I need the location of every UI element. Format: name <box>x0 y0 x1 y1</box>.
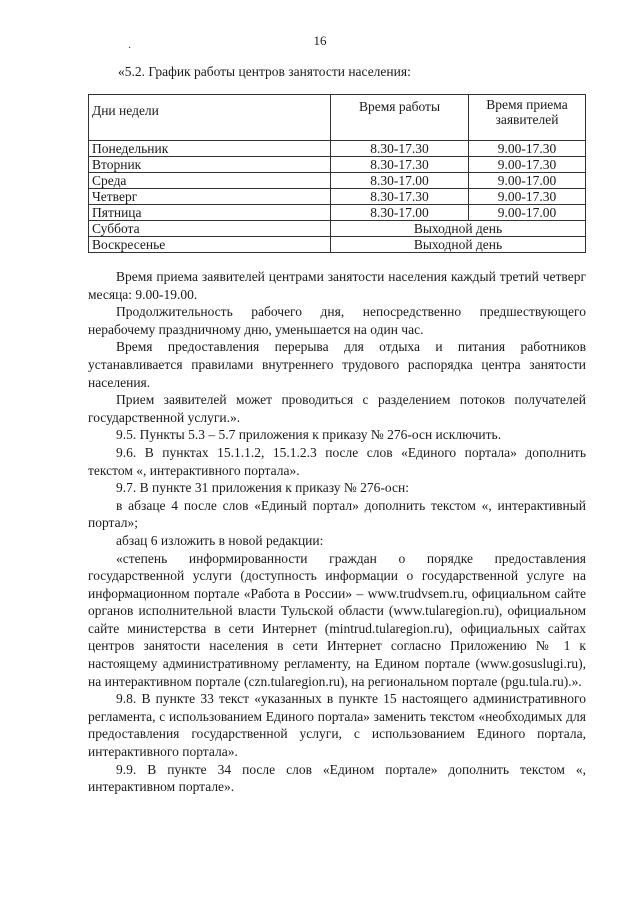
row-day: Пятница <box>89 205 331 221</box>
row-work-time: 8.30-17.30 <box>331 141 469 157</box>
row-reception-time: 9.00-17.30 <box>469 157 586 173</box>
paragraph: в абзаце 4 после слов «Единый портал» дополнить текстом «, интерактивный портал»; <box>88 497 586 531</box>
table-row <box>89 237 586 253</box>
table-row <box>89 173 586 189</box>
table-row <box>89 221 586 237</box>
table-row <box>89 189 586 205</box>
page-number: 16 <box>313 33 327 48</box>
schedule-table <box>88 94 586 253</box>
paragraph: 9.7. В пункте 31 приложения к приказу № 276-осн: <box>116 480 409 496</box>
paragraph: 9.9. В пункте 34 после слов «Едином портале» дополнить текстом «, интерактивном портале». <box>88 761 586 795</box>
scan-mark: · <box>128 43 132 54</box>
row-day-off: Выходной день <box>331 221 586 237</box>
section-heading: «5.2. График работы центров занятости населения: <box>118 64 411 79</box>
header-reception-time: Время приема заявителей <box>469 95 586 141</box>
paragraph: Время приема заявителей центрами занятости населения каждый третий четверг месяца: 9.00-19.00. <box>88 269 586 302</box>
table-header-row <box>89 95 586 141</box>
row-day: Вторник <box>89 157 331 173</box>
row-day: Суббота <box>89 221 331 237</box>
row-work-time: 8.30-17.00 <box>331 173 469 189</box>
paragraph: 9.6. В пунктах 15.1.1.2, 15.1.2.3 после слов «Единого портала» дополнить текстом «, интерактивного портала». <box>88 444 586 478</box>
paragraph: абзац 6 изложить в новой редакции: <box>116 532 324 548</box>
paragraph: «степень информированности граждан о порядке предоставления государственной услуги (доступность информации о государственной услуге на информационном портале «Работа в России» – www.trudvsem.ru, официальном сайте органов исполнительной власти Тульской области (www.tularegion.ru), официальном сайте министерства в сети Интернет (mintrud.tularegion.ru), официальных сайтах центров занятости населения в сети Интернет согласно Приложению № 1 к настоящему административному регламенту, на Едином портале (www.gosuslugi.ru), на интерактивном портале (czn.tularegion.ru), на региональном портале (pgu.tula.ru).». <box>88 550 586 689</box>
document-body <box>88 268 586 796</box>
paragraph: 9.8. В пункте 33 текст «указанных в пункте 15 настоящего административного регламента, с использованием Единого портала» заменить текстом «необходимых для предоставления государственной услуги, с использованием Единого портала, интерактивного портала». <box>88 691 586 760</box>
row-reception-time: 9.00-17.00 <box>469 173 586 189</box>
row-reception-time: 9.00-17.30 <box>469 141 586 157</box>
header-days: Дни недели <box>89 95 331 141</box>
header-work-time: Время работы <box>331 95 469 141</box>
row-day: Воскресенье <box>89 237 331 253</box>
table-row <box>89 141 586 157</box>
row-day: Понедельник <box>89 141 331 157</box>
row-reception-time: 9.00-17.00 <box>469 205 586 221</box>
row-day: Четверг <box>89 189 331 205</box>
paragraph: Время предоставления перерыва для отдыха и питания работников устанавливается правилами внутреннего трудового распорядка центра занятости населения. <box>88 339 586 390</box>
table-row <box>89 157 586 173</box>
paragraph: Прием заявителей может проводиться с разделением потоков получателей государственной услуги.». <box>88 392 586 425</box>
row-work-time: 8.30-17.30 <box>331 157 469 173</box>
row-work-time: 8.30-17.30 <box>331 189 469 205</box>
table-row <box>89 205 586 221</box>
paragraph: Продолжительность рабочего дня, непосредственно предшествующего нерабочему праздничному дню, уменьшается на один час. <box>88 304 586 337</box>
row-work-time: 8.30-17.00 <box>331 205 469 221</box>
row-day: Среда <box>89 173 331 189</box>
row-reception-time: 9.00-17.30 <box>469 189 586 205</box>
row-day-off: Выходной день <box>331 237 586 253</box>
paragraph: 9.5. Пункты 5.3 – 5.7 приложения к приказу № 276-осн исключить. <box>116 427 502 443</box>
